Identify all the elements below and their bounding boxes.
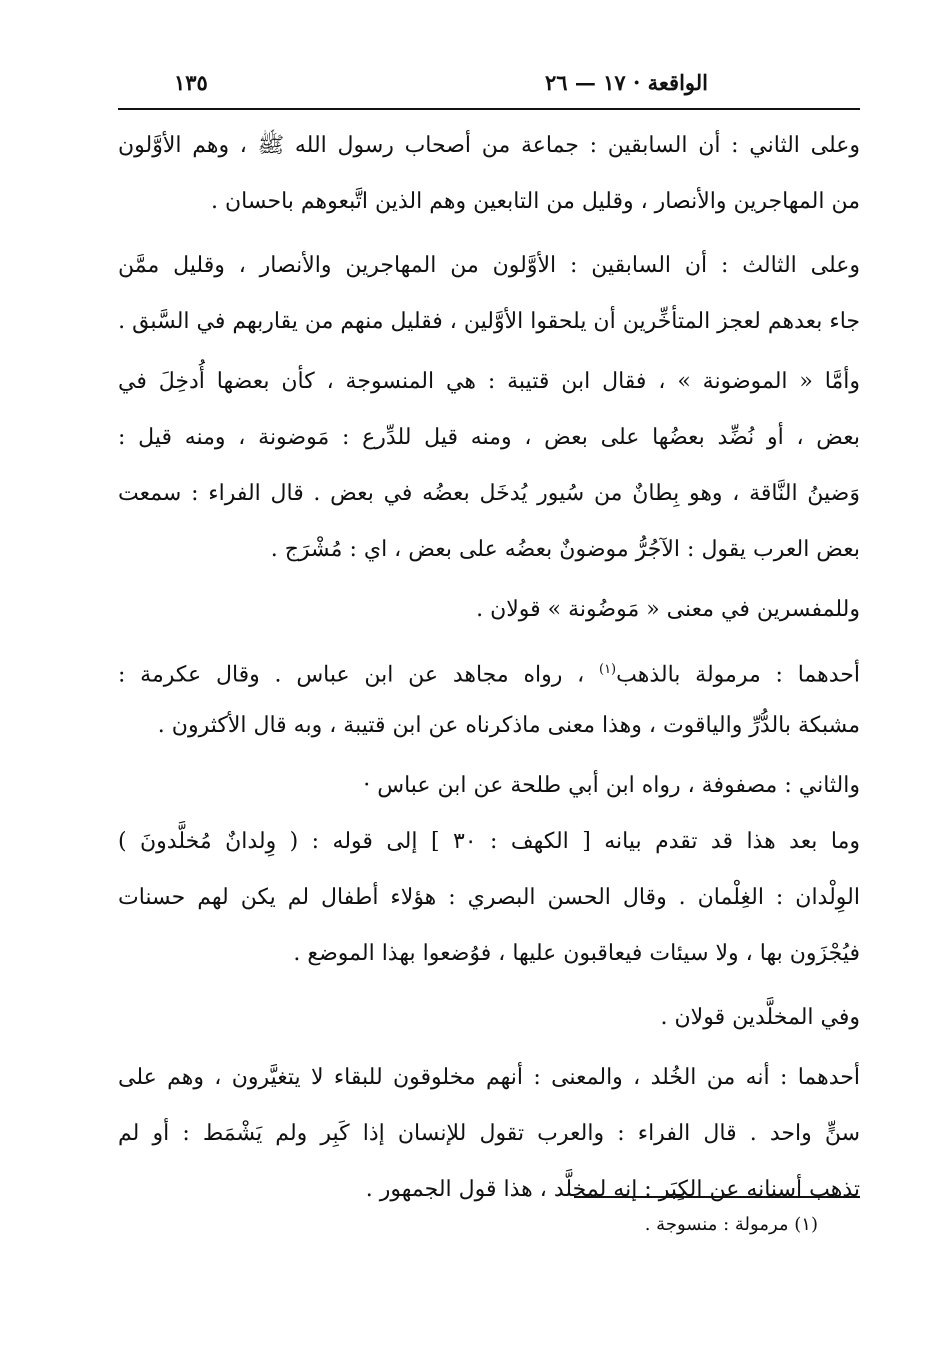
text-line: وفي المخلَّدين قولان . — [660, 1005, 860, 1030]
paragraph — [118, 814, 860, 982]
text-line — [118, 642, 860, 698]
footnote-rule — [574, 1196, 860, 1198]
text-line: وعلى الثاني : أن السابقين : جماعة من أصحاب رسول الله ﷺ ، وهم الأوَّلون — [118, 133, 860, 158]
paragraph — [118, 758, 860, 814]
text-fragment: ، رواه مجاهد عن ابن عباس . وقال عكرمة : — [118, 662, 585, 688]
paragraph — [118, 1050, 860, 1218]
text-line: فيُجْزَون بها ، ولا سيئات فيعاقبون عليها ، فوُضعوا بهذا الموضع . — [293, 941, 860, 966]
text-line: والثاني : مصفوفة ، رواه ابن أبي طلحة عن ابن عباس · — [363, 773, 860, 798]
text-line: جاء بعدهم لعجز المتأخِّرين أن يلحقوا الأوَّلين ، فقليل منهم من يقاربهم في السَّبق . — [118, 309, 860, 334]
text-line: بعض العرب يقول : الآجُرُّ موضونٌ بعضُه على بعض ، اي : مُشْرَج . — [270, 537, 860, 562]
paragraph — [118, 118, 860, 230]
text-line: وعلى الثالث : أن السابقين : الأوَّلون من المهاجرين والأنصار ، وقليل ممَّن — [118, 253, 860, 278]
paragraph — [118, 354, 860, 578]
text-line: وَضينُ النَّاقة ، وهو بِطانٌ من سُيور يُدخَل بعضُه في بعض . قال الفراء : سمعت — [118, 481, 860, 506]
text-line: وأمَّا « الموضونة » ، فقال ابن قتيبة : هي المنسوجة ، كأن بعضها أُدخِلَ في — [118, 369, 860, 394]
text-line: وللمفسرين في معنى « مَوضُونة » قولان . — [476, 597, 860, 622]
paragraph — [118, 990, 860, 1046]
text-line: أحدهما : أنه من الخُلد ، والمعنى : أنهم مخلوقون للبقاء لا يتغيَّرون ، وهم على — [118, 1065, 860, 1090]
page-header — [118, 62, 858, 102]
running-title: الواقعة · ١٧ — ٢٦ — [544, 70, 708, 95]
footnote: (١) مرمولة : منسوجة . — [644, 1214, 818, 1235]
text-line: من المهاجرين والأنصار ، وقليل من التابعين وهم الذين اتَّبعوهم باحسان . — [211, 189, 860, 214]
text-line: مشبكة بالدُّرِّ والياقوت ، وهذا معنى ماذكرناه عن ابن قتيبة ، وبه قال الأكثرون . — [157, 713, 860, 738]
text-fragment: أحدهما : مرمولة بالذهب — [616, 662, 860, 688]
text-line: سنٍّ واحد . قال الفراء : والعرب تقول للإنسان إذا كَبِر ولم يَشْمَط : أو لم — [118, 1121, 860, 1146]
text-line: بعض ، أو نُضِّد بعضُها على بعض ، ومنه قيل للدِّرع : مَوضونة ، ومنه قيل : — [118, 425, 860, 450]
text-line: تذهب أسنانه عن الكِبَر : إنه لمخلَّد ، هذا قول الجمهور . — [365, 1177, 860, 1202]
paragraph — [118, 582, 860, 638]
paragraph — [118, 642, 860, 754]
paragraph — [118, 238, 860, 350]
text-line: الوِلْدان : الغِلْمان . وقال الحسن البصري : هؤلاء أطفال لم يكن لهم حسنات — [118, 885, 860, 910]
footnote-reference: (١) — [598, 662, 617, 677]
text-line: وما بعد هذا قد تقدم بيانه [ الكهف : ٣٠ ] إلى قوله : ( وِلدانٌ مُخلَّدونَ ) — [118, 829, 860, 854]
page-body — [118, 118, 860, 1218]
page-number: ١٣٥ — [174, 70, 208, 95]
header-rule — [118, 108, 860, 110]
